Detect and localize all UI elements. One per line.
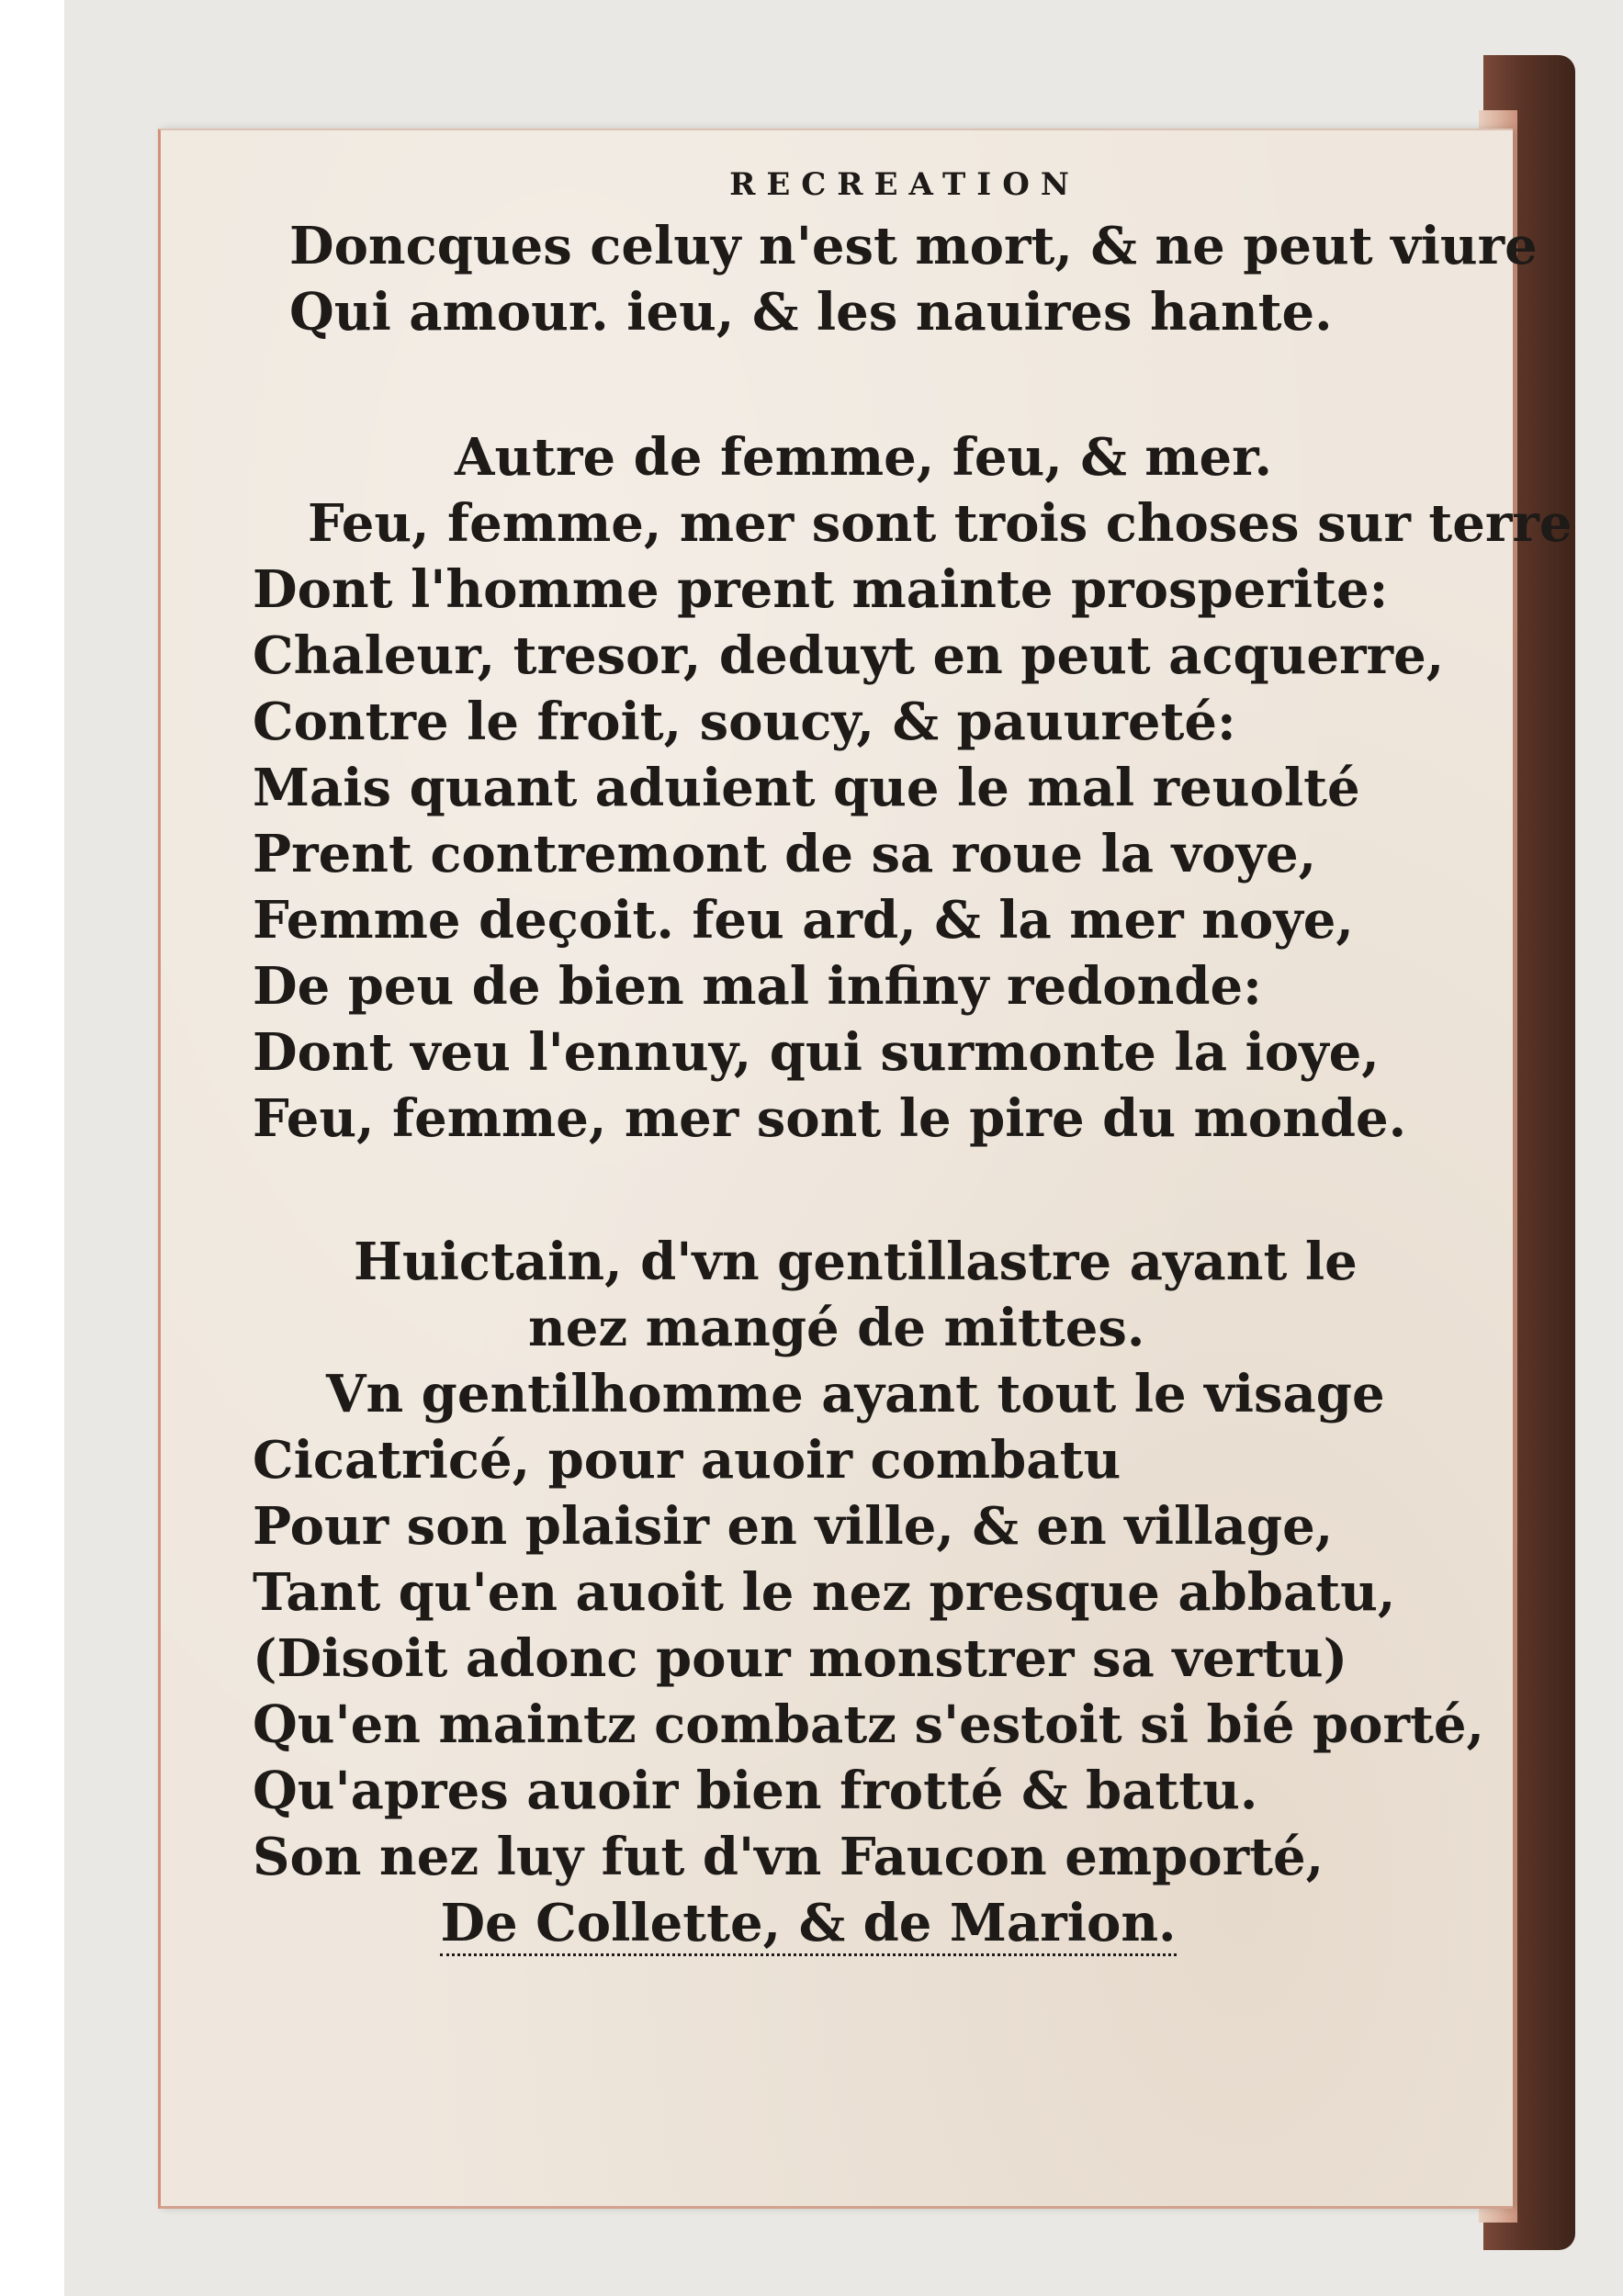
poem2-line: Qu'apres auoir bien frotté & battu. <box>253 1761 1258 1821</box>
poem1-line: Femme deçoit. feu ard, & la mer noye, <box>253 890 1354 951</box>
poem1-line: Feu, femme, mer sont trois choses sur terre <box>308 493 1572 554</box>
opening-line: Doncques celuy n'est mort, & ne peut viure <box>289 216 1538 276</box>
poem2-line: Tant qu'en auoit le nez presque abbatu, <box>253 1562 1396 1623</box>
poem2-line: Pour son plaisir en ville, & en village, <box>253 1496 1334 1557</box>
page-text <box>253 156 1572 1956</box>
signature-text: De Collette, & de Marion. <box>440 1893 1176 1956</box>
poem1-line: Prent contremont de sa roue la voye, <box>253 824 1317 884</box>
poem2-line: Son nez luy fut d'vn Faucon emporté, <box>253 1827 1324 1887</box>
poem2-line: Cicatricé, pour auoir combatu <box>253 1430 1121 1491</box>
poem2-title: Huictain, d'vn gentillastre ayant le <box>354 1232 1358 1292</box>
poem1-line: Dont veu l'ennuy, qui surmonte la ioye, <box>253 1022 1380 1083</box>
poem2-signature <box>253 1890 1474 1956</box>
poem2-line: Qu'en maintz combatz s'estoit si bié porté, <box>253 1694 1485 1755</box>
running-head: RECREATION <box>729 166 1080 203</box>
poem1-title: Autre de femme, feu, & mer. <box>455 427 1273 488</box>
left-margin <box>0 0 64 2296</box>
poem2-line: (Disoit adonc pour monstrer sa vertu) <box>253 1628 1348 1689</box>
poem1-line: Chaleur, tresor, deduyt en peut acquerre, <box>253 625 1445 686</box>
poem1-line: Dont l'homme prent mainte prosperite: <box>253 559 1389 620</box>
opening-line: Qui amour. ieu, & les nauires hante. <box>289 282 1333 343</box>
poem1-line: Mais quant aduient que le mal reuolté <box>253 758 1360 818</box>
poem1-line: Feu, femme, mer sont le pire du monde. <box>253 1088 1407 1149</box>
poem2-line: Vn gentilhomme ayant tout le visage <box>326 1364 1385 1424</box>
poem1-line: Contre le froit, soucy, & pauureté: <box>253 692 1236 752</box>
poem2-title-cont: nez mangé de mittes. <box>528 1298 1145 1358</box>
book-page <box>158 129 1572 2209</box>
poem1-line: De peu de bien mal infiny redonde: <box>253 956 1262 1017</box>
